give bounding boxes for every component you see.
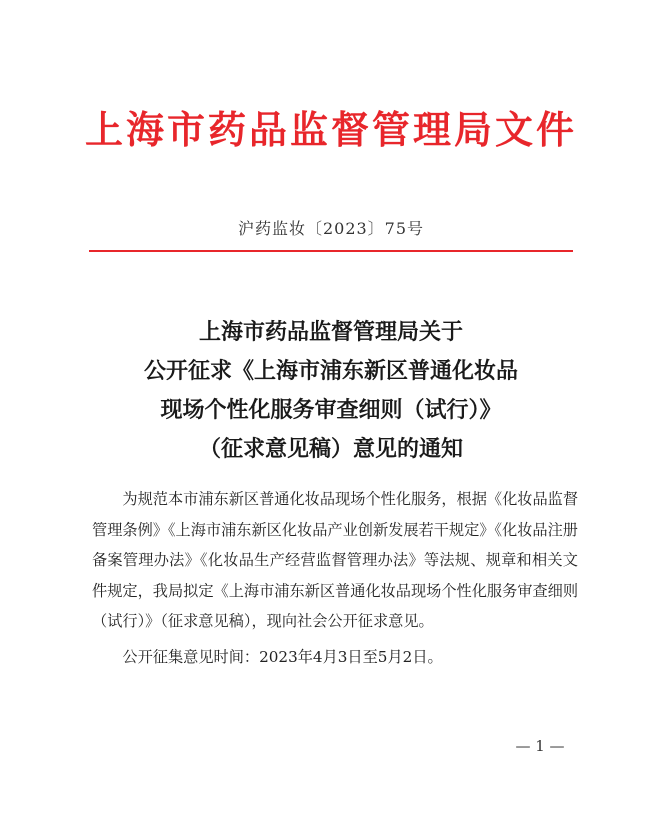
title-line: （征求意见稿）意见的通知: [198, 436, 463, 462]
header-divider: [89, 250, 573, 252]
title-line: 现场个性化服务审查细则（试行）》: [160, 397, 502, 423]
document-number: 沪药监妆〔2023〕75号: [237, 219, 425, 238]
document-body: [92, 484, 578, 672]
title-line: 公开征求《上海市浦东新区普通化妆品: [143, 358, 518, 384]
document-header: 上海市药品监督管理局文件: [84, 107, 577, 152]
body-paragraph: 为规范本市浦东新区普通化妆品现场个性化服务，根据《化妆品监督管理条例》《上海市浦东新区化妆品产业创新发展若干规定》《化妆品注册备案管理办法》《化妆品生产经营监督管理办法》等法规、规章和相关文件规定，我局拟定《上海市浦东新区普通化妆品现场个性化服务审查细则（试行）》（征求意见稿），现向社会公开征求意见。: [92, 490, 579, 630]
comment-period-paragraph: 公开征集意见时间：2023年4月3日至5月2日。: [122, 647, 443, 666]
document-title: [0, 313, 662, 469]
title-line: 上海市药品监督管理局关于: [198, 319, 463, 345]
page-number: — 1 —: [515, 737, 565, 755]
